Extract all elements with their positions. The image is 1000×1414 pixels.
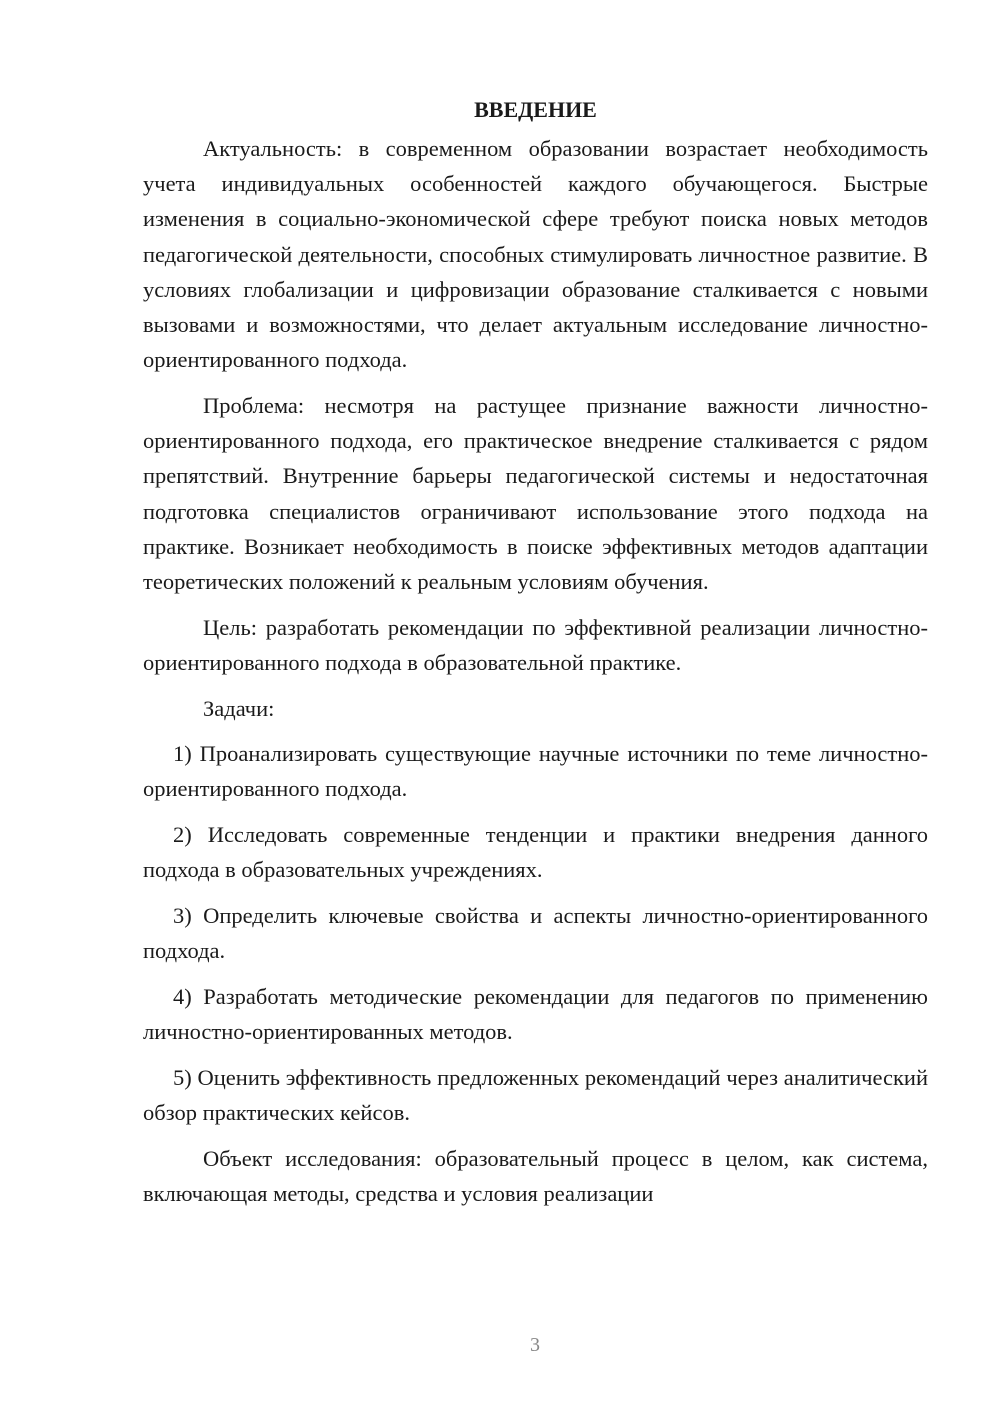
page-number: 3 [530,1334,540,1356]
task-item-4: 4) Разработать методические рекомендации для педагогов по применению личностно-ориентированных методов. [143,983,928,1045]
task-item-1: 1) Проанализировать существующие научные источники по теме личностно-ориентированного подхода. [143,741,928,802]
paragraph-problem: Проблема: несмотря на растущее признание важности личностно-ориентированного подхода, его практическое внедрение сталкивается с рядом препятствий. Внутренние барьеры педагогической системы и недостаточная подготовка специалистов ограничивают использование этого подхода на практике. Возникает необходимость в поиске эффективных методов адаптации теоретических положений к реальным условиям обучения. [143,392,928,594]
paragraph-relevance: Актуальность: в современном образовании возрастает необходимость учета индивидуальных особенностей каждого обучающегося. Быстрые изменения в социально-экономической сфере требуют поиска новых методов педагогической деятельности, способных стимулировать личностное развитие. В условиях глобализации и цифровизации образование сталкивается с новыми вызовами и возможностями, что делает актуальным исследование личностно-ориентированного подхода. [143,136,928,373]
document-body [143,92,928,1222]
paragraph-object: Объект исследования: образовательный процесс в целом, как система, включающая методы, средства и условия реализации [143,1145,928,1206]
paragraph-goal: Цель: разработать рекомендации по эффективной реализации личностно-ориентированного подхода в образовательной практике. [143,614,928,675]
task-item-3: 3) Определить ключевые свойства и аспекты личностно-ориентированного подхода. [143,903,928,964]
task-item-2: 2) Исследовать современные тенденции и практики внедрения данного подхода в образовательных учреждениях. [143,822,928,883]
section-title: ВВЕДЕНИЕ [474,97,597,122]
task-item-5: 5) Оценить эффективность предложенных рекомендаций через аналитический обзор практических кейсов. [143,1064,928,1126]
tasks-heading: Задачи: [203,695,275,721]
